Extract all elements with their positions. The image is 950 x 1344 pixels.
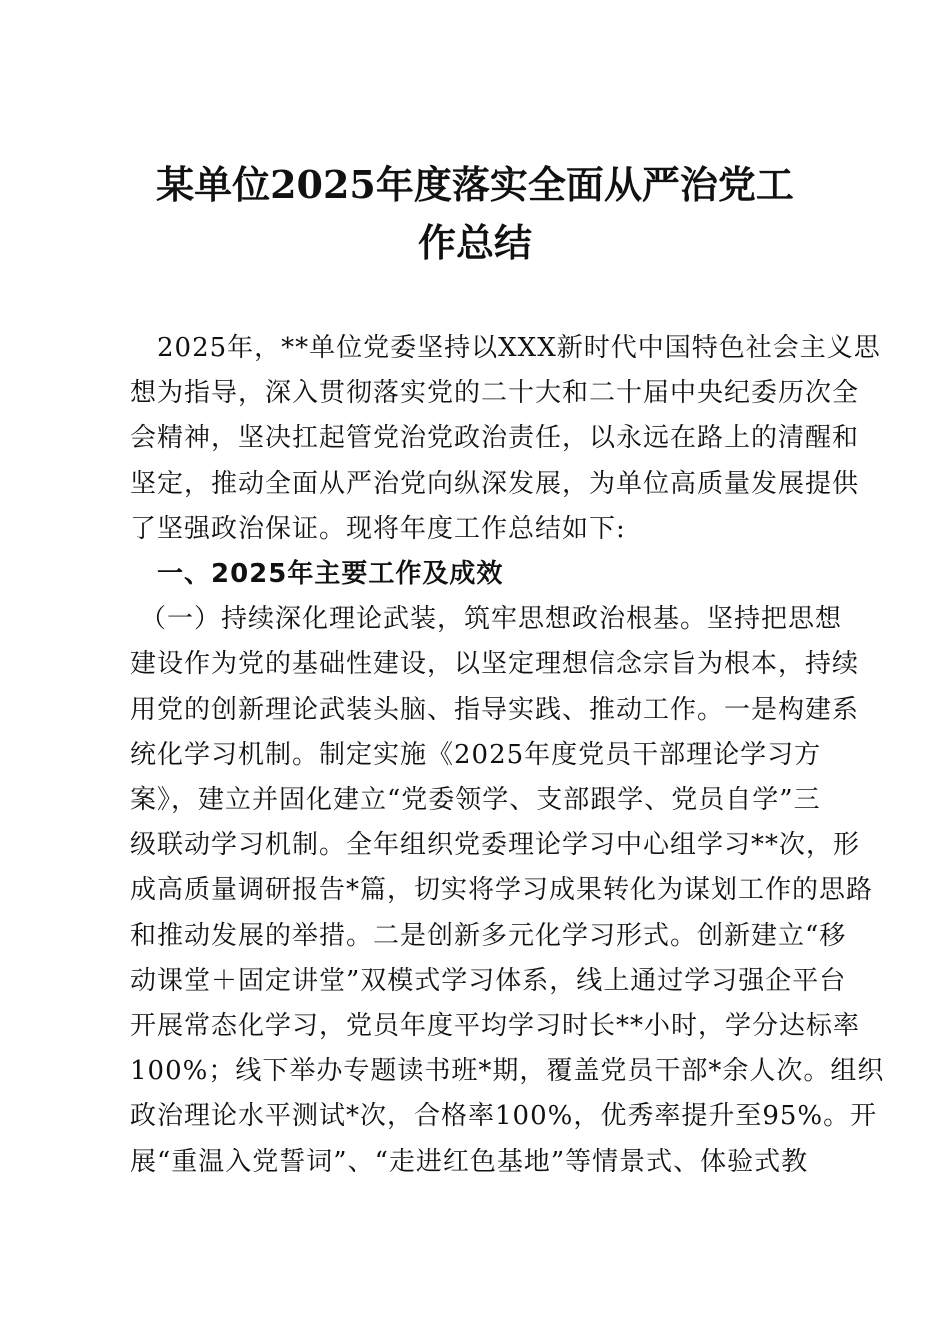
paragraph-line: 统化学习机制。制定实施《2025年度党员干部理论学习方 <box>130 739 822 770</box>
paragraph-line: 建设作为党的基础性建设，以坚定理想信念宗旨为根本，持续 <box>130 649 860 680</box>
document-title-line-1: 某单位2025年度落实全面从严治党工 <box>156 162 794 207</box>
paragraph-line: 级联动学习机制。全年组织党委理论学习中心组学习**次，形 <box>130 830 861 861</box>
paragraph-line: 案》，建立并固化建立“党委领学、支部跟学、党员自学”三 <box>130 785 821 815</box>
paragraph-line: 成高质量调研报告*篇，切实将学习成果转化为谋划工作的思路 <box>130 875 874 906</box>
paragraph-line: 100%；线下举办专题读书班*期，覆盖党员干部*余人次。组织 <box>130 1056 885 1087</box>
section-heading: 一、2025年主要工作及成效 <box>130 559 504 589</box>
paragraph-line: 动课堂＋固定讲堂”双模式学习体系，线上通过学习强企平台 <box>130 965 847 996</box>
paragraph-line: 了坚强政治保证。现将年度工作总结如下: <box>130 513 626 544</box>
paragraph-line: 想为指导，深入贯彻落实党的二十大和二十届中央纪委历次全 <box>130 378 860 409</box>
paragraph-line: 展“重温入党誓词”、“走进红色基地”等情景式、体验式教 <box>130 1146 809 1177</box>
document-title-line-2: 作总结 <box>417 220 532 265</box>
paragraph-line: （一）持续深化理论武装，筑牢思想政治根基。坚持把思想 <box>140 604 843 635</box>
paragraph-line: 坚定，推动全面从严治党向纵深发展，为单位高质量发展提供 <box>130 468 860 499</box>
paragraph-line: 开展常态化学习，党员年度平均学习时长**小时，学分达标率 <box>130 1011 861 1041</box>
paragraph-line: 政治理论水平测试*次，合格率100%，优秀率提升至95%。开 <box>130 1101 878 1132</box>
paragraph-line: 和推动发展的举措。二是创新多元化学习形式。创新建立“移 <box>130 920 847 951</box>
paragraph-line: 会精神，坚决扛起管党治党政治责任，以永远在路上的清醒和 <box>130 423 860 454</box>
paragraph-line: 2025年，**单位党委坚持以XXX新时代中国特色社会主义思 <box>130 333 881 363</box>
paragraph-line: 用党的创新理论武装头脑、指导实践、推动工作。一是构建系 <box>130 694 860 725</box>
